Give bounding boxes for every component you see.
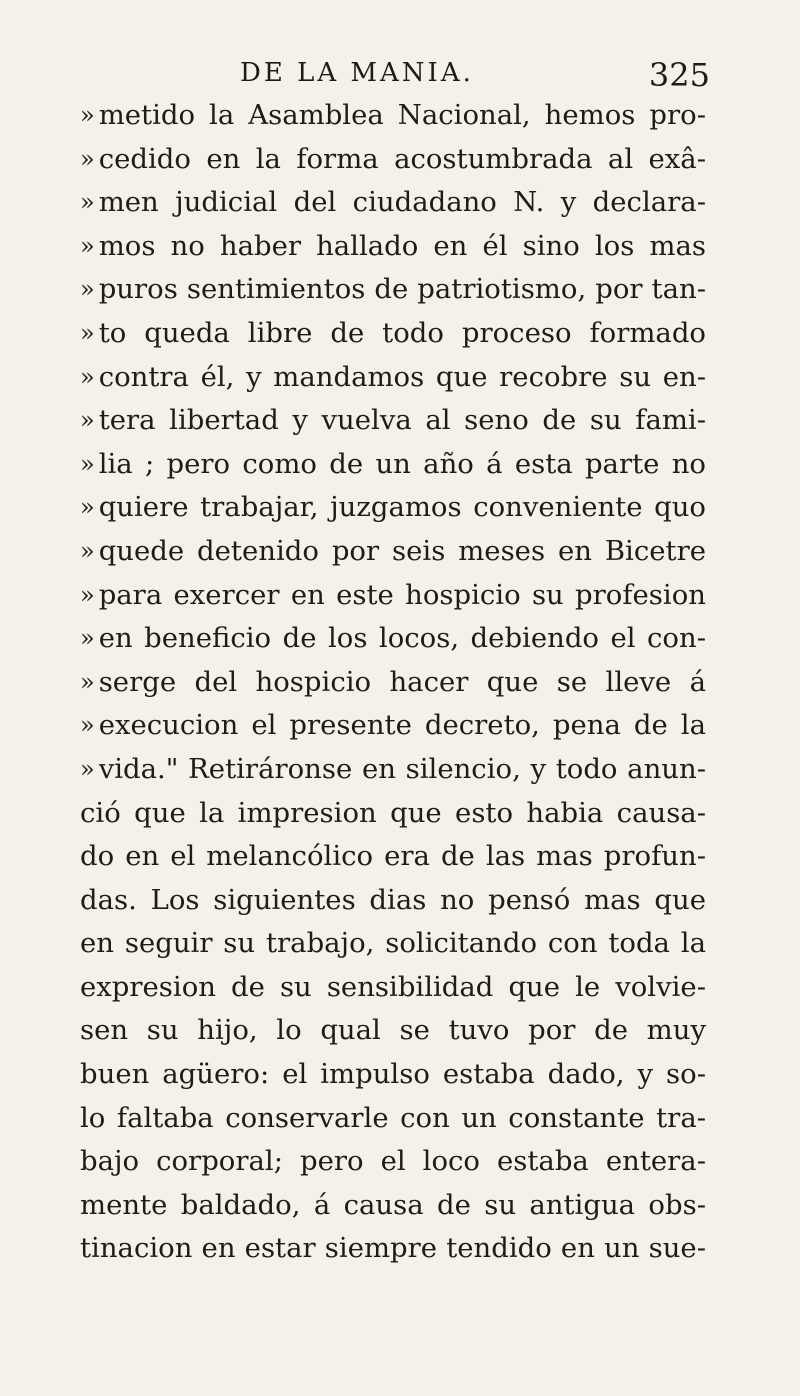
quote-mark: » — [80, 231, 95, 260]
text-line — [80, 1140, 706, 1184]
line-text: en beneficio de los locos, debiendo el con- — [98, 622, 706, 655]
quote-mark: » — [80, 449, 95, 478]
line-text: to queda libre de todo proceso formado — [98, 316, 706, 349]
line-text: ció que la impresion que esto habia causa- — [80, 796, 706, 829]
quote-mark: » — [80, 580, 95, 609]
quote-mark: » — [80, 536, 95, 565]
line-text: do en el melancólico era de las mas profun- — [80, 840, 706, 873]
text-line — [80, 792, 706, 836]
running-title: DE LA MANIA. — [240, 58, 474, 88]
text-line — [80, 1097, 706, 1141]
text-line — [80, 922, 706, 966]
line-text: metido la Asamblea Nacional, hemos pro- — [98, 99, 706, 131]
line-text: puros sentimientos de patriotismo, por tan- — [98, 273, 706, 306]
text-line — [80, 530, 706, 574]
line-text: lo faltaba conservarle con un constante tra- — [80, 1101, 706, 1134]
line-text: buen agüero: el impulso estaba dado, y so- — [80, 1058, 706, 1091]
text-line — [80, 399, 706, 443]
line-text: en seguir su trabajo, solicitando con toda la — [80, 927, 706, 960]
line-text: mente baldado, á causa de su antigua obs- — [80, 1188, 706, 1221]
text-body — [80, 94, 706, 1271]
text-line — [80, 574, 706, 618]
text-line — [80, 268, 706, 312]
text-line — [80, 748, 706, 792]
line-text: tinacion en estar siempre tendido en un sue- — [80, 1232, 706, 1265]
running-head — [80, 40, 720, 94]
line-text: sen su hijo, lo qual se tuvo por de muy — [80, 1014, 706, 1047]
line-text: para exercer en este hospicio su profesion — [98, 578, 706, 611]
line-text: tera libertad y vuelva al seno de su fami- — [98, 404, 706, 437]
quote-mark: » — [80, 318, 95, 347]
text-line — [80, 704, 706, 748]
text-line — [80, 1053, 706, 1097]
line-text: quiere trabajar, juzgamos conveniente quo — [98, 491, 706, 524]
text-line — [80, 1009, 706, 1053]
text-line — [80, 486, 706, 530]
line-text: men judicial del ciudadano N. y declara- — [98, 186, 706, 219]
text-line — [80, 312, 706, 356]
text-line — [80, 835, 706, 879]
text-line — [80, 1184, 706, 1228]
text-line — [80, 181, 706, 225]
text-line — [80, 138, 706, 182]
quote-mark: » — [80, 362, 95, 391]
line-text: mos no haber hallado en él sino los mas — [98, 229, 706, 262]
text-line — [80, 966, 706, 1010]
line-text: vida." Retiráronse en silencio, y todo anun- — [98, 752, 706, 785]
line-text: cedido en la forma acostumbrada al exâ- — [98, 142, 706, 175]
text-line — [80, 94, 706, 138]
text-line — [80, 443, 706, 487]
quote-mark: » — [80, 667, 95, 696]
quote-mark: » — [80, 493, 95, 522]
line-text: bajo corporal; pero el loco estaba entera- — [80, 1145, 706, 1178]
text-line — [80, 225, 706, 269]
quote-mark: » — [80, 754, 95, 783]
text-line — [80, 356, 706, 400]
text-line — [80, 1227, 706, 1271]
line-text: das. Los siguientes dias no pensó mas que — [80, 883, 706, 916]
quote-mark: » — [80, 624, 95, 653]
quote-mark: » — [80, 188, 95, 217]
quote-mark: » — [80, 711, 95, 740]
line-text: expresion de su sensibilidad que le volvie- — [80, 970, 706, 1003]
quote-mark: » — [80, 275, 95, 304]
line-text: contra él, y mandamos que recobre su en- — [98, 360, 706, 393]
line-text: serge del hospicio hacer que se lleve á — [98, 665, 706, 698]
line-text: quede detenido por seis meses en Bicetre — [98, 534, 706, 567]
quote-mark: » — [80, 101, 95, 129]
text-line — [80, 661, 706, 705]
quote-mark: » — [80, 144, 95, 173]
line-text: lia ; pero como de un año á esta parte no — [98, 447, 706, 480]
quote-mark: » — [80, 406, 95, 435]
page-number: 325 — [648, 56, 710, 94]
line-text: execucion el presente decreto, pena de la — [98, 709, 706, 742]
text-line — [80, 879, 706, 923]
text-line — [80, 617, 706, 661]
